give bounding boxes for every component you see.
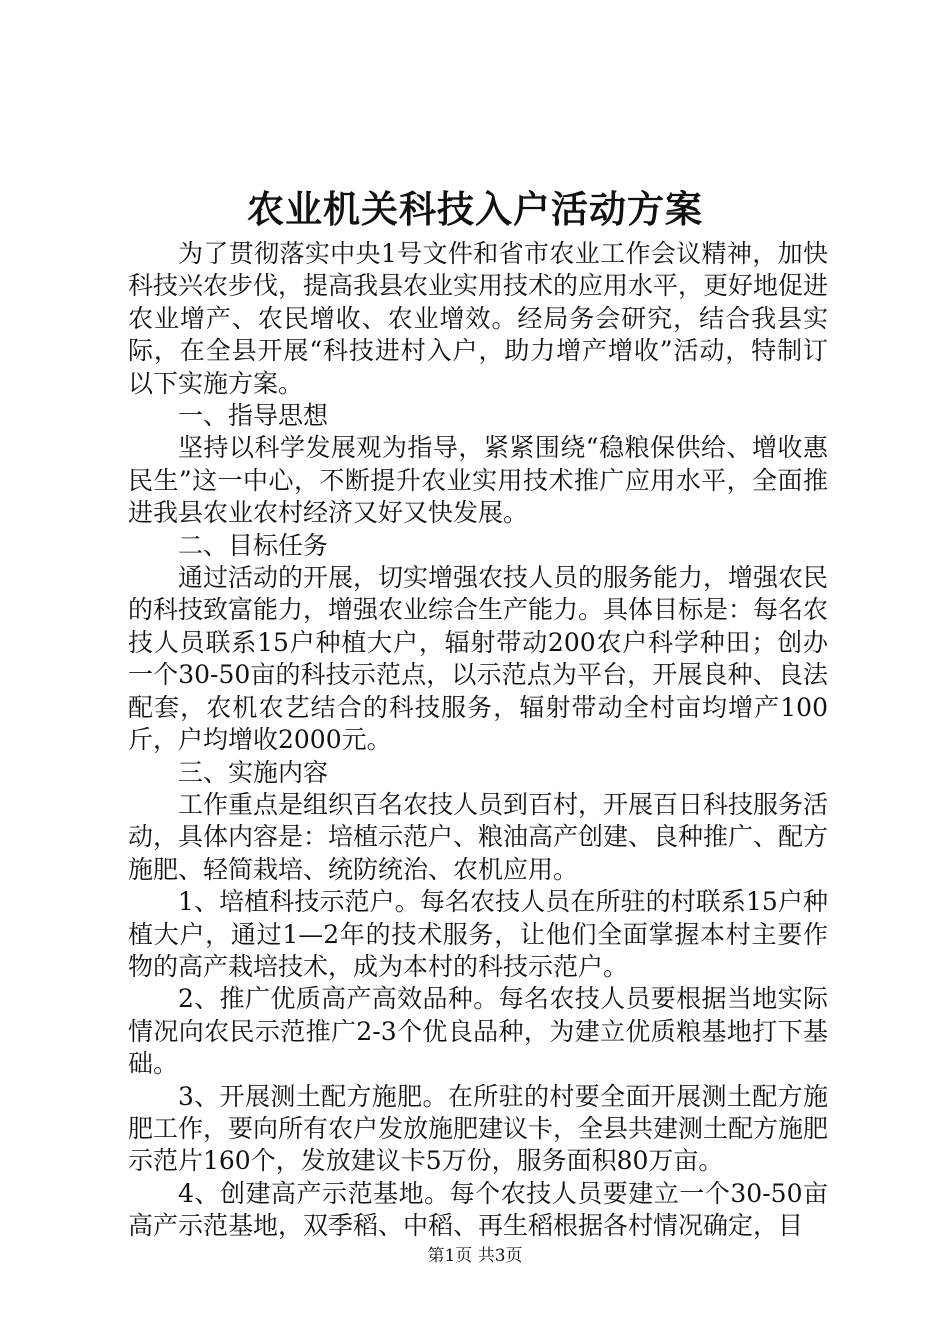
page-number-footer: 第1页 共3页 [427,1246,523,1266]
paragraph-guiding-ideology: 坚持以科学发展观为指导，紧紧围绕“稳粮保供给、增收惠民生”这一中心，不断提升农业实用技术推广应用水平，全面推进我县农业农村经济又好又快发展。 [128,433,828,528]
section-heading-guiding-ideology: 一、指导思想 [178,401,329,431]
section-heading-goals: 二、目标任务 [178,530,329,560]
paragraph-item-4: 4、创建高产示范基地。每个农技人员要建立一个30-50亩高产示范基地，双季稻、中稻、再生稻根据各村情况确定，目 [128,1178,828,1241]
paragraph-item-1: 1、培植科技示范户。每名农技人员在所驻的村联系15户种植大户，通过1—2年的技术服务，让他们全面掌握本村主要作物的高产栽培技术，成为本村的科技示范户。 [128,887,828,981]
paragraph-goals: 通过活动的开展，切实增强农技人员的服务能力，增强农民的科技致富能力，增强农业综合生产能力。具体目标是：每名农技人员联系15户种植大户，辐射带动200农户科学种田；创办一个30-50亩的科技示范点，以示范点为平台，开展良种、良法配套，农机农艺结合的科技服务，辐射带动全村亩均增产100斤，户均增收2000元。 [128,563,829,755]
paragraph-intro: 为了贯彻落实中央1号文件和省市农业工作会议精神，加快科技兴农步伐，提高我县农业实用技术的应用水平，更好地促进农业增产、农民增收、农业增效。经局务会研究，结合我县实际，在全县开展“科技进村入户，助力增产增收”活动，特制订以下实施方案。 [128,239,829,398]
document-body [128,238,828,1243]
section-heading-implementation: 三、实施内容 [178,757,329,787]
paragraph-item-3: 3、开展测土配方施肥。在所驻的村要全面开展测土配方施肥工作，要向所有农户发放施肥建议卡，全县共建测土配方施肥示范片160个，发放建议卡5万份，服务面积80万亩。 [128,1081,829,1176]
paragraph-implementation: 工作重点是组织百名农技人员到百村，开展百日科技服务活动，具体内容是：培植示范户、粮油高产创建、良种推广、配方施肥、轻简栽培、统防统治、农机应用。 [128,789,829,884]
paragraph-item-2: 2、推广优质高产高效品种。每名农技人员要根据当地实际情况向农民示范推广2-3个优良品种，为建立优质粮基地打下基础。 [128,984,828,1079]
document-title: 农业机关科技入户活动方案 [247,187,703,231]
